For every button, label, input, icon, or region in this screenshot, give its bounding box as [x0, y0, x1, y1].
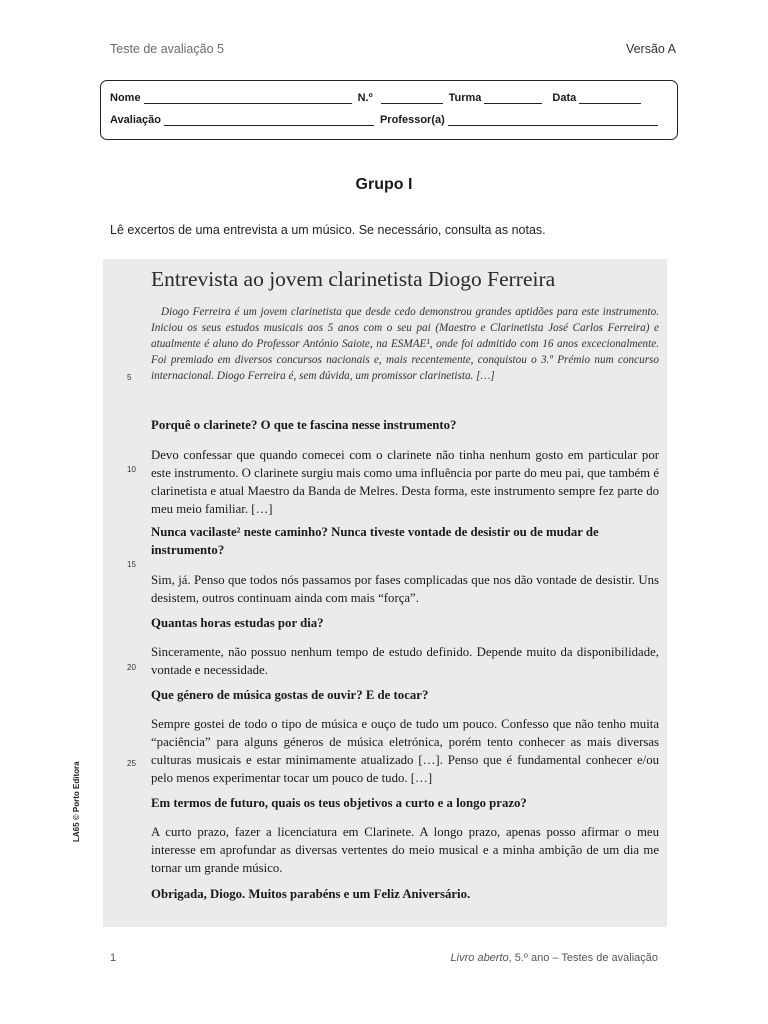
- line-number: 20: [127, 663, 136, 672]
- teacher-label: Professor(a): [379, 114, 445, 126]
- publisher-credit: LA65 © Porto Editora: [72, 761, 81, 842]
- date-label: Data: [552, 92, 577, 104]
- interview-panel: [103, 259, 667, 927]
- line-number: 5: [127, 373, 132, 382]
- footer-book: [451, 952, 658, 964]
- question: Quantas horas estudas por dia?: [151, 616, 324, 630]
- interview-lead: Diogo Ferreira é um jovem clarinetista que desde cedo demonstrou grandes aptidões para este instrumento. Iniciou os seus estudos musicais aos 5 anos com o seu pai (Maestro e Clarinetista José Carlos Ferreira) e atualmente é aluno do Professor António Saiote, na ESMAE¹, onde foi admitido com 16 anos excecionalmente. Foi premiado em diversos concursos nacionais e, mais recentemente, conquistou o 3.º Prémio num concurso internacional. Diogo Ferreira é, sem dúvida, um promissor clarinetista. […]: [151, 306, 659, 382]
- class-label: Turma: [448, 92, 482, 104]
- question-part: Nunca vacilaste² neste caminho? Nunca tiveste vontade de desistir ou de mudar de instrumento?: [151, 525, 599, 557]
- book-title: Livro aberto: [450, 952, 509, 964]
- interview-title: Entrevista ao jovem clarinetista Diogo Ferreira: [151, 267, 556, 291]
- book-subtitle: , 5.º ano – Testes de avaliação: [508, 952, 658, 964]
- number-field[interactable]: [381, 92, 443, 104]
- line-number: 15: [127, 560, 136, 569]
- date-field[interactable]: [579, 92, 641, 104]
- name-label: Nome: [110, 92, 141, 104]
- question: Em termos de futuro, quais os teus objetivos a curto e a longo prazo?: [151, 796, 527, 810]
- group-title: Grupo I: [355, 176, 413, 193]
- answer: Sim, já. Penso que todos nós passamos por fases complicadas que nos dão vontade de desistir. Uns desistem, outros continuam ainda com mais “força”.: [151, 573, 659, 605]
- answer: Sempre gostei de todo o tipo de música e ouço de tudo um pouco. Confesso que não tenho muita “paciência” para alguns géneros de música eletrónica, porém tento conhecer as mais diversas culturas musicais e estar minimamente atualizado […]. Penso que é fundamental conhecer e/ou pelo menos experimentar tocar um pouco de tudo. […]: [151, 717, 659, 785]
- teacher-field[interactable]: [448, 114, 658, 126]
- closing-line: Obrigada, Diogo. Muitos parabéns e um Feliz Aniversário.: [151, 887, 471, 901]
- student-id-form: [100, 80, 678, 140]
- class-field[interactable]: [484, 92, 542, 104]
- test-title: Teste de avaliação 5: [110, 42, 224, 56]
- grade-label: Avaliação: [110, 114, 161, 126]
- grade-field[interactable]: [164, 114, 374, 126]
- number-label: N.º: [357, 92, 373, 104]
- page-number: 1: [110, 952, 117, 964]
- answer: Devo confessar que quando comecei com o clarinete não tinha nenhum gosto em particular por este instrumento. O clarinete surgiu mais como uma influência por parte do meu pai, que também é clarinetista e atual Maestro da Banda de Melres. Desta forma, este instrumento sempre fez parte do meu meio familiar. […]: [151, 448, 659, 516]
- line-number: 10: [127, 465, 136, 474]
- name-field[interactable]: [144, 92, 352, 104]
- answer: A curto prazo, fazer a licenciatura em Clarinete. A longo prazo, apenas posso afirmar o meu interesse em aprofundar as diversas vertentes do meio musical e a minha ambição de um dia me tornar um grande músico.: [151, 825, 659, 875]
- line-number: 25: [127, 759, 136, 768]
- instruction-text: Lê excertos de uma entrevista a um músico. Se necessário, consulta as notas.: [110, 223, 546, 237]
- question: Porquê o clarinete? O que te fascina nesse instrumento?: [151, 418, 457, 432]
- version-label: Versão A: [625, 42, 676, 56]
- question: Que género de música gostas de ouvir? E de tocar?: [151, 688, 429, 702]
- answer: Sinceramente, não possuo nenhum tempo de estudo definido. Depende muito da disponibilidade, vontade e necessidade.: [151, 645, 659, 677]
- question: [151, 523, 659, 559]
